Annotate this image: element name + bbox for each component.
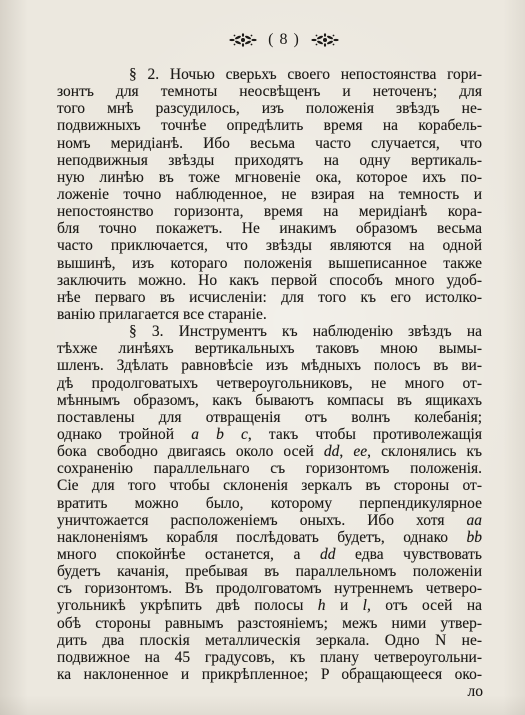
text-line [57, 375, 482, 392]
italic-label: ee [353, 443, 368, 461]
fleuron-icon [228, 33, 258, 47]
text-run: подвижныхъ точнѣе опредѣлить время на корабель- [57, 117, 482, 135]
text-line [57, 237, 482, 254]
text-run: бока свободно двигаясь около осей [57, 443, 324, 461]
text-line [57, 203, 482, 220]
text-run: ка наклоненное и прикрѣпленное; P обращающееся око- [57, 665, 482, 683]
text-run: угольникѣ укрѣпить двѣ полосы [57, 597, 318, 615]
text-run: и [325, 597, 363, 615]
text-run: того мнѣ разсудилось, изъ положенія звѣздъ не- [57, 100, 482, 118]
text-line [57, 495, 482, 512]
text-run: , отъ осей на [366, 597, 482, 615]
text-run: много спокойнѣе останется, а [57, 545, 320, 563]
text-line [57, 66, 482, 83]
catchword: ло [467, 683, 483, 700]
text-line [57, 460, 482, 477]
text-line [57, 340, 482, 357]
paragraph [57, 323, 482, 683]
text-line [57, 529, 482, 546]
text-run: ванію прилагается все стараніе. [57, 305, 267, 323]
text-line [57, 306, 482, 323]
text-run: бля точно покажетъ. Не инакимъ образомъ весьма [57, 220, 482, 238]
text-run: сохраненію параллельнаго съ горизонтомъ положенія. [57, 460, 482, 478]
text-run: обѣ стороны равнымъ разстояніемъ; межъ ними утвер- [57, 614, 482, 632]
text-run: вышинѣ, изъ котораго положенія вышеписанное также [57, 254, 482, 272]
text-line [57, 409, 482, 426]
text-line [57, 649, 482, 666]
fleuron-icon [310, 33, 340, 47]
text-line [57, 632, 482, 649]
text-run: однако тройной [57, 425, 192, 443]
text-line [57, 83, 482, 100]
text-line [57, 477, 482, 494]
text-line [57, 117, 482, 134]
text-run: шленъ. Здѣлать равновѣсіе изъ мѣдныхъ полосъ въ ви- [57, 357, 482, 375]
text-run: § 3. Инструментъ къ наблюденію звѣздъ на [129, 323, 482, 341]
text-run: тѣхже линѣяхъ вертикальныхъ таковъ мною вымы- [57, 340, 482, 358]
page-number: ( 8 ) [268, 31, 300, 48]
italic-label: dd [319, 545, 336, 563]
text-line [57, 152, 482, 169]
text-line [57, 666, 482, 683]
italic-label: dd [323, 443, 340, 461]
italic-label: aa [466, 511, 482, 529]
text-run: дѣ продолговатыхъ четвероугольниковъ, не много от- [57, 374, 482, 392]
text-run: вратить можно было, которому перпендикулярное [57, 494, 482, 512]
text-run: мѣннымъ образомъ, какъ бываютъ компасы въ ящикахъ [57, 391, 482, 409]
body-text [57, 66, 482, 683]
italic-label: l [362, 597, 367, 615]
text-run: поставлены для отвращенія отъ волнъ колебанія; [57, 408, 482, 426]
text-run: ную линѣю въ тоже мгновеніе ока, которое ихъ по- [57, 168, 482, 186]
text-run: Сіе для того чтобы склоненія зеркалъ въ стороны от- [57, 477, 482, 495]
text-run: наклоненіямъ корабля послѣдовать будетъ, однако [57, 528, 467, 546]
text-line [57, 563, 482, 580]
text-line [57, 443, 482, 460]
text-line [57, 512, 482, 529]
text-run: уничтожается расположеніемъ оныхъ. Ибо хотя [57, 511, 467, 529]
text-line [57, 135, 482, 152]
text-run: номъ меридіанѣ. Ибо весьма часто случается, что [57, 134, 482, 152]
text-line [57, 597, 482, 614]
text-run: , такъ чтобы противолежащія [247, 425, 482, 443]
italic-label: bb [466, 528, 482, 546]
text-run: дить два плоскія металлическія зеркала. Одно N не- [57, 631, 482, 649]
text-run: неподвижныя звѣзды приходятъ на одну вертикаль- [57, 151, 482, 169]
text-run: будетъ качанія, пребывая въ параллельномъ положеніи [57, 563, 482, 581]
text-run: , [339, 443, 354, 461]
text-line [57, 546, 482, 563]
text-line [57, 289, 482, 306]
text-line [57, 272, 482, 289]
text-run: нѣе перваго въ исчисленіи: для того къ его истолко- [57, 288, 482, 306]
text-line [57, 615, 482, 632]
text-run: зонтъ для темноты неосвѣщенъ и неточенъ; для [57, 83, 482, 101]
text-line [57, 580, 482, 597]
text-run: § 2. Ночью сверьхъ своего непостоянства гори- [129, 66, 482, 83]
italic-label: h [317, 597, 326, 615]
text-run: едва чувствовать [335, 545, 482, 563]
text-line [57, 100, 482, 117]
text-line [57, 255, 482, 272]
text-line [57, 426, 482, 443]
text-run: съ горизонтомъ. Въ продолговатомъ нутреннемъ четверо- [57, 580, 482, 598]
text-run: часто приключается, что звѣзды являются на одной [57, 237, 482, 255]
page-header [228, 30, 340, 50]
text-run: , склонялись къ [367, 443, 483, 461]
text-run: заключить можно. Но какъ первой способъ много удоб- [57, 271, 482, 289]
text-line [57, 169, 482, 186]
text-line [57, 323, 482, 340]
text-line [57, 220, 482, 237]
italic-label: a b c [191, 425, 248, 443]
text-line [57, 392, 482, 409]
text-run: ложеніе точно наблюденное, не взирая на темность и [57, 185, 482, 203]
text-line [57, 186, 482, 203]
text-line [57, 357, 482, 374]
text-run: непостоянство горизонта, время на меридіанѣ кора- [57, 203, 482, 221]
text-run: подвижное на 45 градусовъ, къ плану четвероугольни- [57, 648, 482, 666]
paragraph [57, 66, 482, 323]
